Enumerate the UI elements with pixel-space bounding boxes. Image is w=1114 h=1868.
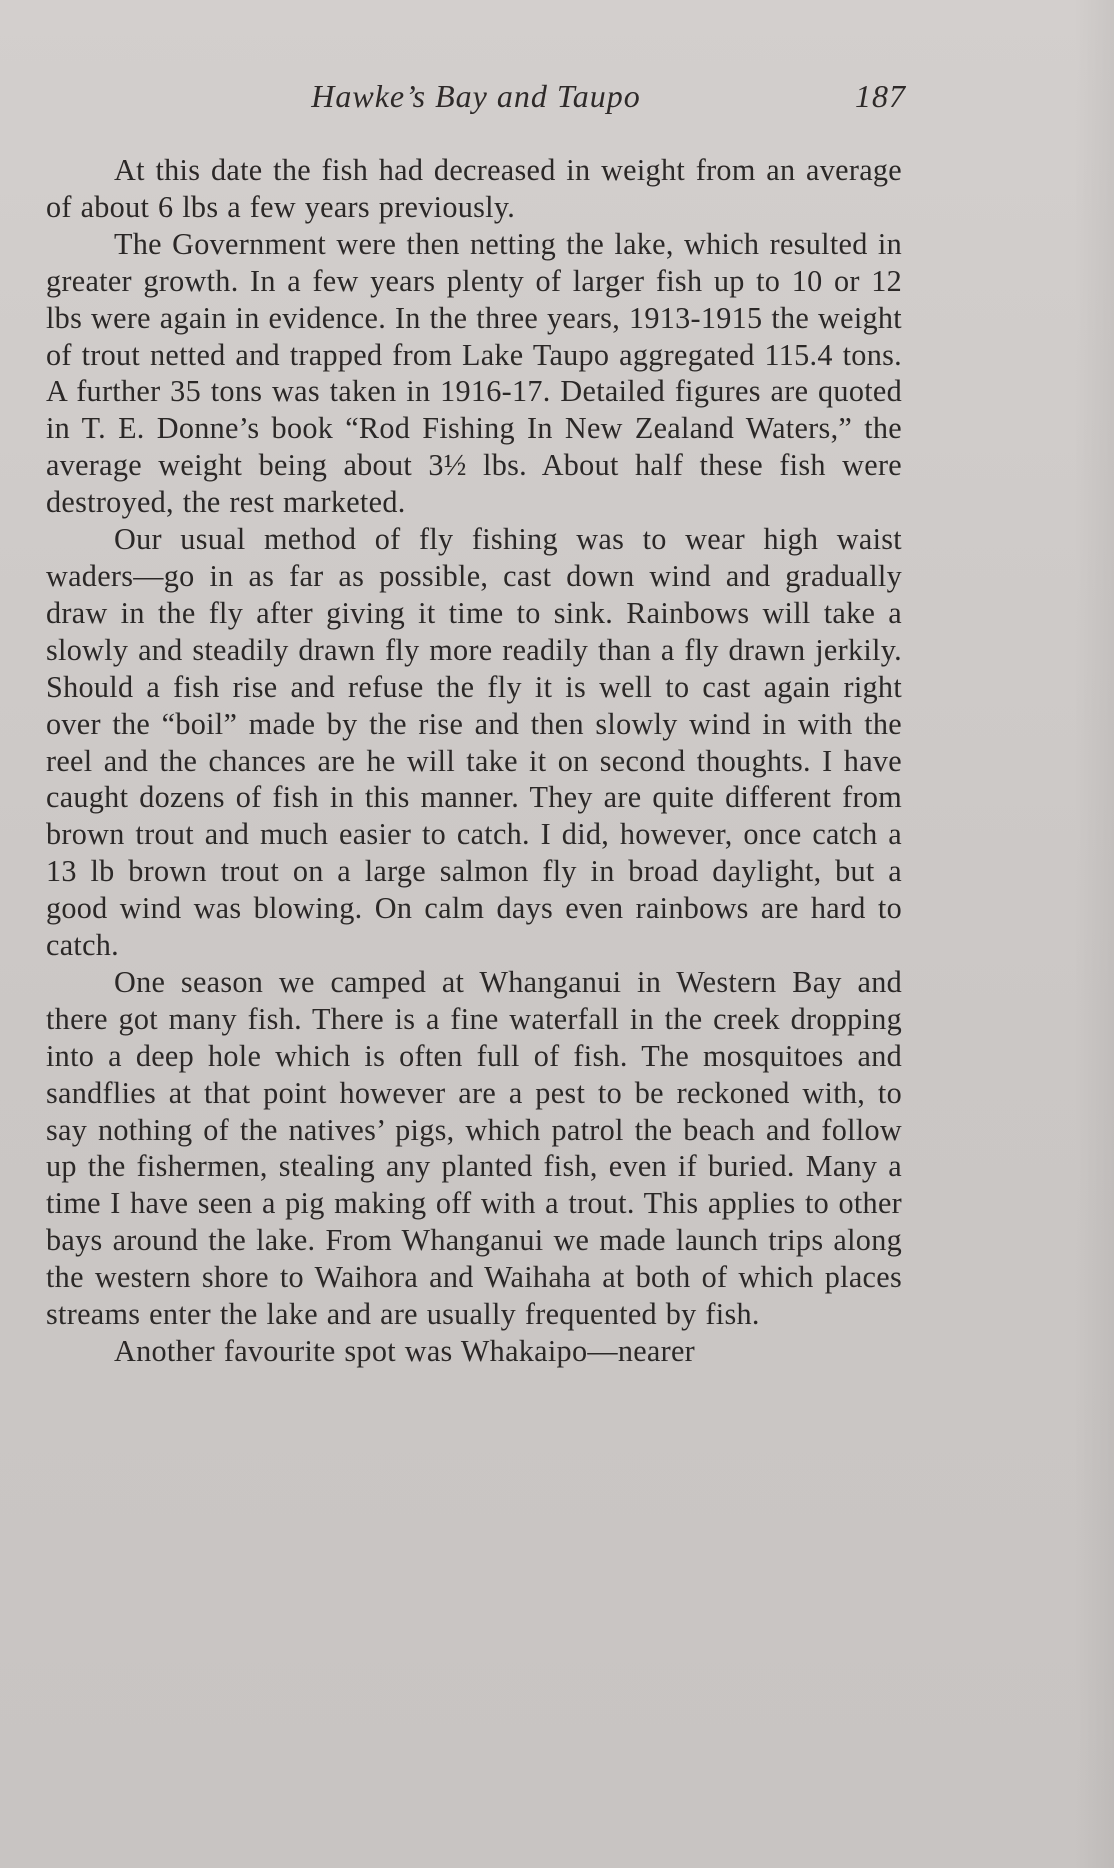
running-head <box>46 78 906 118</box>
paragraph-4: One season we camped at Whanganui in Western Bay and there got many fish. There is a fine waterfall in the creek dropping into a deep hole which is often full of fish. The mosquitoes and sandflies at that point however are a pest to be reckoned with, to say nothing of the natives’ pigs, which patrol the beach and follow up the fishermen, stealing any planted fish, even if buried. Many a time I have seen a pig making off with a trout. This applies to other bays around the lake. From Whanganui we made launch trips along the western shore to Waihora and Waihaha at both of which places streams enter the lake and are usually frequented by fish. <box>46 964 902 1332</box>
paragraph-3: Our usual method of fly fishing was to wear high waist waders—go in as far as possible, cast down wind and gradually draw in the fly after giving it time to sink. Rainbows will take a slowly and steadily drawn fly more readily than a fly drawn jerkily. Should a fish rise and refuse the fly it is well to cast again right over the “boil” made by the rise and then slowly wind in with the reel and the chances are he will take it on second thoughts. I have caught dozens of fish in this manner. They are quite different from brown trout and much easier to catch. I did, however, once catch a 13 lb brown trout on a large salmon fly in broad daylight, but a good wind was blowing. On calm days even rainbows are hard to catch. <box>46 522 902 963</box>
paragraph-5: Another favourite spot was Whakaipo—nearer <box>114 1334 696 1368</box>
paragraph-1: At this date the fish had decreased in weight from an average of about 6 lbs a few years previously. <box>46 153 902 224</box>
paragraph-2: The Government were then netting the lake, which resulted in greater growth. In a few years plenty of larger fish up to 10 or 12 lbs were again in evidence. In the three years, 1913-1915 the weight of trout netted and trapped from Lake Taupo aggregated 115.4 tons. A further 35 tons was taken in 1916-17. Detailed figures are quoted in T. E. Donne’s book “Rod Fishing In New Zealand Waters,” the average weight being about 3½ lbs. About half these fish were destroyed, the rest marketed. <box>46 226 902 520</box>
page-edge-shadow <box>1074 0 1114 1868</box>
body-text <box>46 152 902 1370</box>
running-title: Hawke’s Bay and Taupo <box>311 78 641 114</box>
page-number: 187 <box>855 78 906 114</box>
